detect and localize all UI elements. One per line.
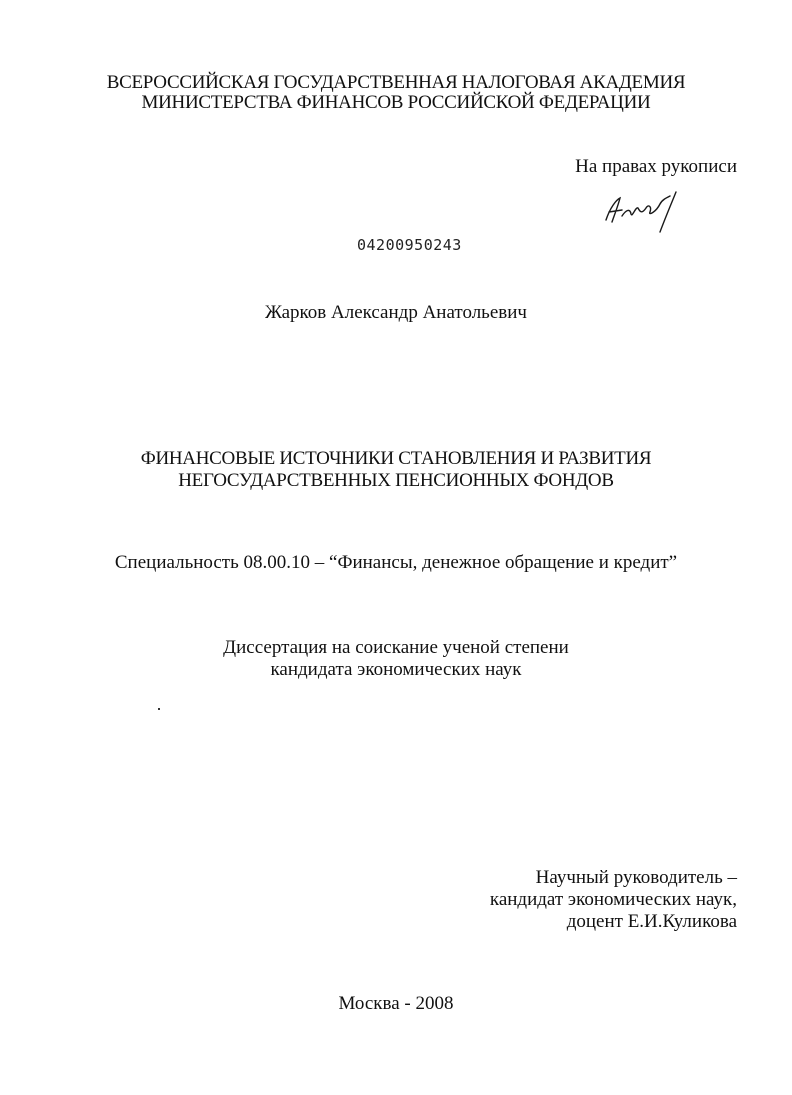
title-line-1: ФИНАНСОВЫЕ ИСТОЧНИКИ СТАНОВЛЕНИЯ И РАЗВИТИЯ: [140, 448, 652, 469]
stray-mark: [158, 708, 160, 710]
specialty: Специальность 08.00.10 – “Финансы, денежное обращение и кредит”: [114, 552, 678, 573]
supervisor-line-3: доцент Е.И.Куликова: [566, 911, 737, 932]
author-name: Жарков Александр Анатольевич: [265, 302, 527, 323]
degree-line-2: кандидата экономических наук: [270, 659, 522, 680]
supervisor-line-2: кандидат экономических наук,: [489, 889, 737, 910]
degree-line-1: Диссертация на соискание ученой степени: [223, 637, 569, 658]
supervisor-block: [490, 867, 737, 933]
supervisor-line-1: Научный руководитель –: [535, 867, 737, 888]
institution-line-1: ВСЕРОССИЙСКАЯ ГОСУДАРСТВЕННАЯ НАЛОГОВАЯ АКАДЕМИЯ: [106, 72, 686, 93]
signature-icon: [600, 186, 690, 236]
institution-line-2: МИНИСТЕРСТВА ФИНАНСОВ РОССИЙСКОЙ ФЕДЕРАЦИИ: [141, 92, 651, 113]
city-year: Москва - 2008: [338, 993, 454, 1014]
archive-number: 04200950243: [357, 236, 462, 254]
manuscript-note: На правах рукописи: [575, 156, 737, 177]
title-line-2: НЕГОСУДАРСТВЕННЫХ ПЕНСИОННЫХ ФОНДОВ: [178, 470, 614, 491]
